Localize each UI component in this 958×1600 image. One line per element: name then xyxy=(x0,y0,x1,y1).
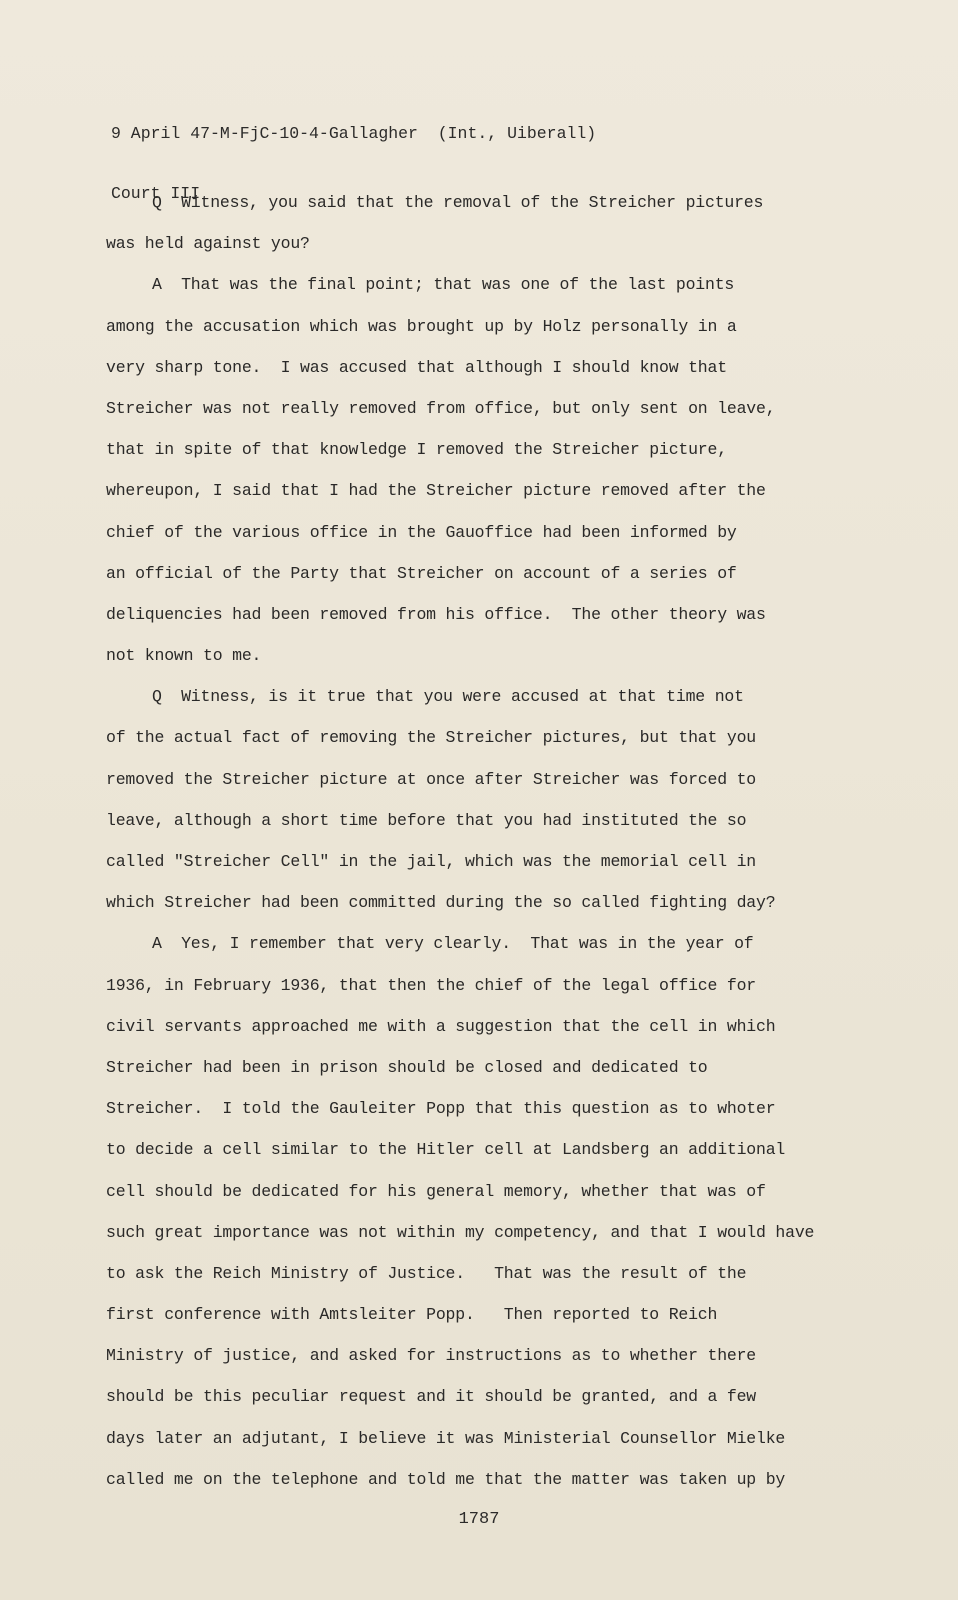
text-line: such great importance was not within my competency, and that I would have xyxy=(106,1222,815,1242)
text-line: that in spite of that knowledge I removed the Streicher picture, xyxy=(106,440,727,460)
text-line: of the actual fact of removing the Streicher pictures, but that you xyxy=(106,728,757,748)
text-line: among the accusation which was brought up by Holz personally in a xyxy=(106,316,737,336)
text-line: days later an adjutant, I believe it was Ministerial Counsellor Mielke xyxy=(106,1428,786,1448)
text-line: 1936, in February 1936, that then the chief of the legal office for xyxy=(106,975,757,995)
text-line: was held against you? xyxy=(106,234,310,254)
text-line: Q Witness, you said that the removal of the Streicher pictures xyxy=(152,193,764,212)
text-line: Ministry of justice, and asked for instructions as to whether there xyxy=(106,1346,757,1366)
text-line: Q Witness, is it true that you were accused at that time not xyxy=(152,687,744,707)
text-line: not known to me. xyxy=(106,646,262,666)
text-line: which Streicher had been committed during the so called fighting day? xyxy=(106,893,776,913)
text-line: civil servants approached me with a suggestion that the cell in which xyxy=(106,1016,776,1036)
text-line: Streicher was not really removed from office, but only sent on leave, xyxy=(106,398,776,418)
text-line: to ask the Reich Ministry of Justice. That was the result of the xyxy=(106,1263,747,1283)
header-line-1: 9 April 47-M-FjC-10-4-Gallagher (Int., Uiberall) xyxy=(111,124,597,143)
text-line: Streicher. I told the Gauleiter Popp that this question as to whoter xyxy=(106,1099,776,1119)
text-line: to decide a cell similar to the Hitler cell at Landsberg an additional xyxy=(106,1140,786,1160)
text-line: A That was the final point; that was one of the last points xyxy=(152,275,735,295)
text-line: cell should be dedicated for his general memory, whether that was of xyxy=(106,1181,766,1201)
text-line: called me on the telephone and told me that the matter was taken up by xyxy=(106,1469,786,1489)
text-line: should be this peculiar request and it should be granted, and a few xyxy=(106,1387,757,1407)
text-line: chief of the various office in the Gauoffice had been informed by xyxy=(106,522,737,542)
transcript-body xyxy=(106,182,936,1500)
text-line: Streicher had been in prison should be closed and dedicated to xyxy=(106,1057,708,1077)
text-line: A Yes, I remember that very clearly. That was in the year of xyxy=(152,934,754,954)
text-line: leave, although a short time before that you had instituted the so xyxy=(106,810,747,830)
page-number: 1787 xyxy=(458,1510,500,1529)
text-line: removed the Streicher picture at once after Streicher was forced to xyxy=(106,769,757,789)
text-line: very sharp tone. I was accused that although I should know that xyxy=(106,357,727,377)
text-line: first conference with Amtsleiter Popp. Then reported to Reich xyxy=(106,1305,718,1325)
text-line: called "Streicher Cell" in the jail, which was the memorial cell in xyxy=(106,852,757,871)
text-line: whereupon, I said that I had the Streicher picture removed after the xyxy=(106,481,766,501)
header-line-2: Court III xyxy=(111,184,201,203)
text-line: an official of the Party that Streicher on account of a series of xyxy=(106,563,737,583)
text-line: deliquencies had been removed from his office. The other theory was xyxy=(106,604,766,624)
